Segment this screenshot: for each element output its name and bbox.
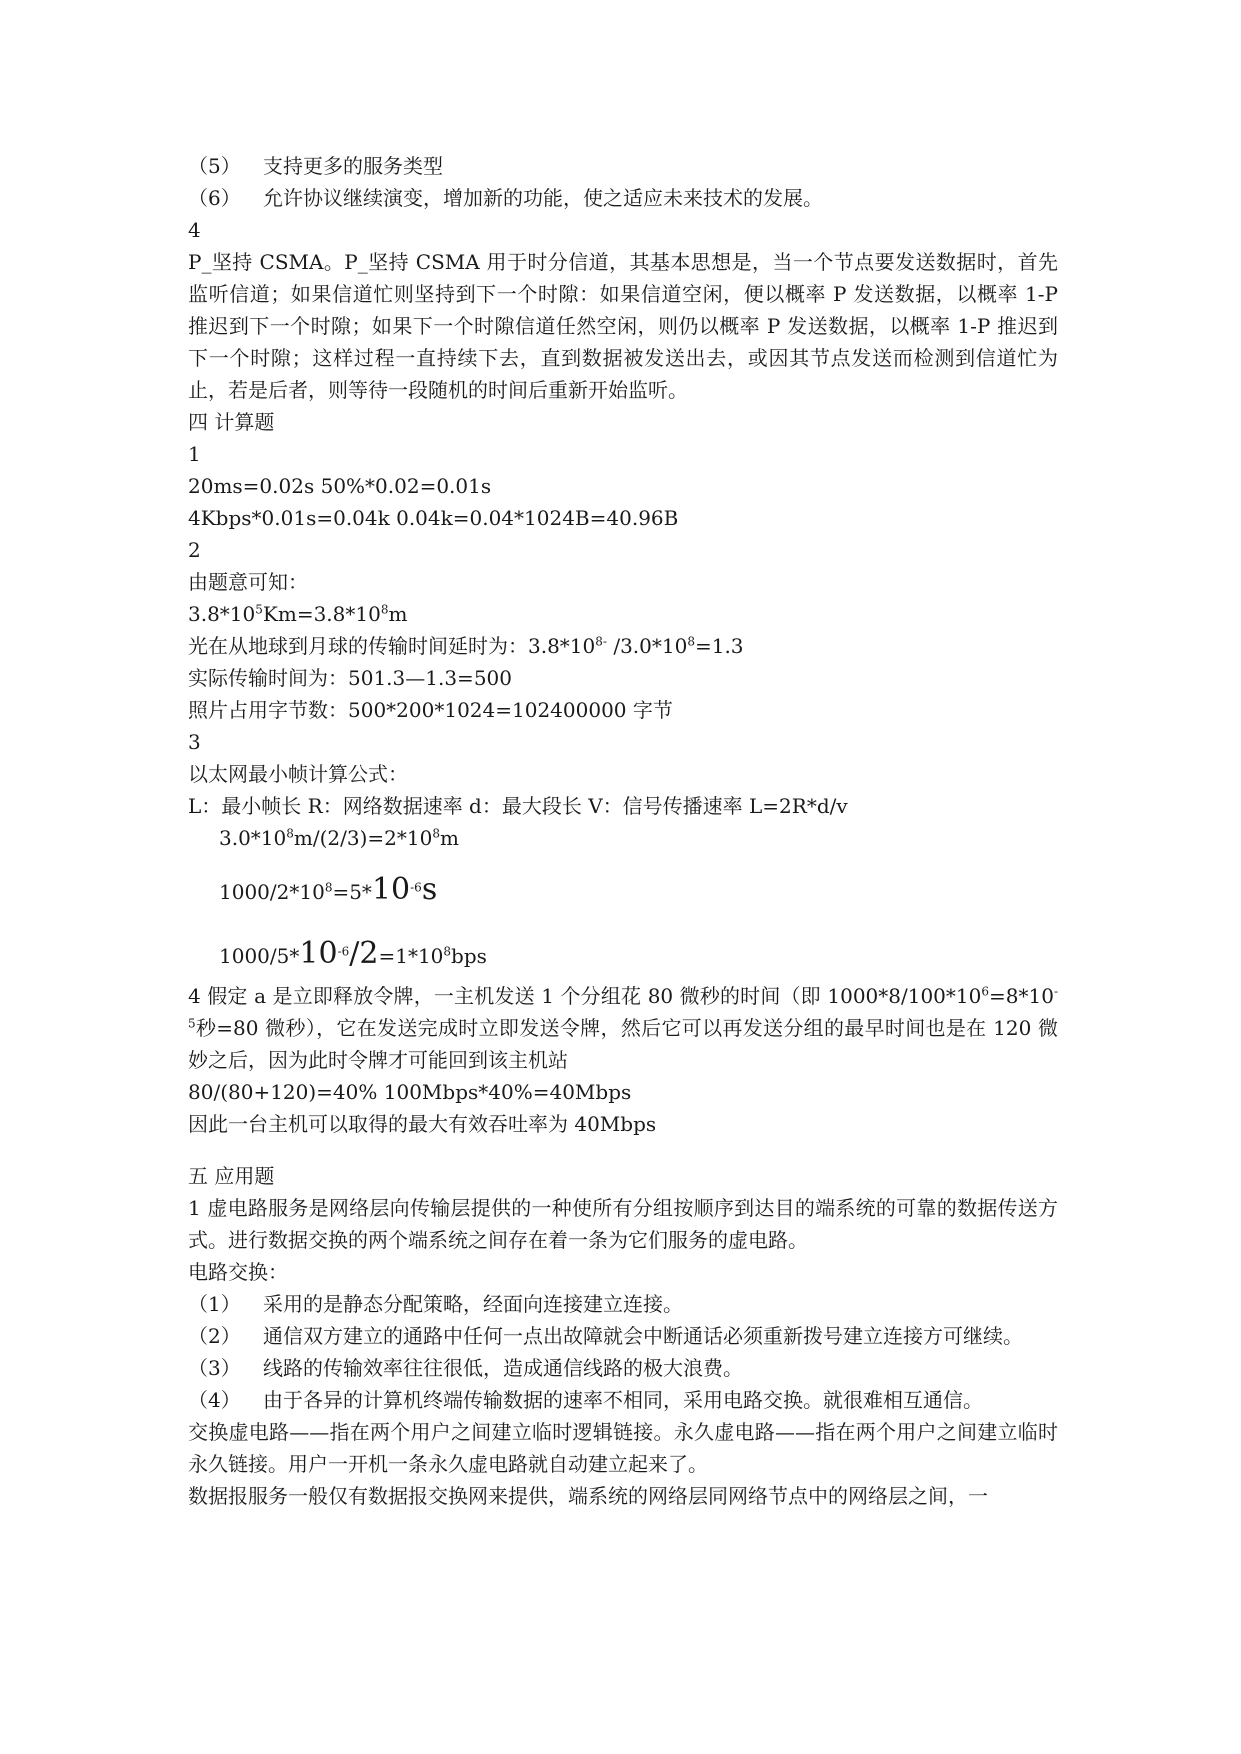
section-heading-calc: 四 计算题: [188, 410, 275, 434]
list-item-number: （5）: [188, 154, 241, 178]
text-line: 因此一台主机可以取得的最大有效吞吐率为 40Mbps: [188, 1112, 657, 1136]
text-line: 以太网最小帧计算公式：: [188, 762, 408, 786]
calc-line: 80/(80+120)=40% 100Mbps*40%=40Mbps: [188, 1080, 632, 1104]
text-line: 由题意可知：: [188, 570, 308, 594]
list-item-text: 允许协议继续演变，增加新的功能，使之适应未来技术的发展。: [263, 186, 823, 210]
question-number: 3: [188, 730, 201, 754]
list-item-number: （3）: [188, 1356, 241, 1380]
calc-line: 20ms=0.02s 50%*0.02=0.01s: [188, 474, 492, 498]
paragraph-token-ring: 4 假定 a 是立即释放令牌，一主机发送 1 个分组花 80 微秒的时间（即 $1000*8/100*10^6=8*10^{-5}$秒=80 微秒），它在发送完成时立即发送令牌，然后它可以再发送分组的最早时间也是在 120 微妙之后，因为此时令牌才可能回到该主机站: [188, 984, 1058, 1072]
list-item: [188, 150, 1058, 182]
list-item-number: （6）: [188, 186, 241, 210]
list-item-text: 由于各异的计算机终端传输数据的速率不相同，采用电路交换。就很难相互通信。: [263, 1388, 983, 1412]
formula-line: $3.0*10^8m/(2/3)=2*10^8m$: [219, 826, 459, 850]
text-line: 电路交换：: [188, 1260, 288, 1284]
question-number: 4: [188, 218, 201, 242]
paragraph-virtual-circuit: 1 虚电路服务是网络层向传输层提供的一种使所有分组按顺序到达目的端系统的可靠的数据传送方式。进行数据交换的两个端系统之间存在着一条为它们服务的虚电路。: [188, 1196, 1058, 1252]
page-content: [188, 150, 1058, 1512]
list-item: [188, 1352, 1058, 1384]
paragraph-csma: P_坚持 CSMA。P_坚持 CSMA 用于时分信道，其基本思想是，当一个节点要发送数据时，首先监听信道；如果信道忙则坚持到下一个时隙：如果信道空闲，便以概率 P 发送数据，以概率 1-P 推迟到下一个时隙；如果下一个时隙信道任然空闲，则仍以概率 P 发送数据，以概率 1-P 推迟到下一个时隙；这样过程一直持续下去，直到数据被发送出去，或因其节点发送而检测到信道忙为止，若是后者，则等待一段随机的时间后重新开始监听。: [188, 250, 1058, 402]
question-number: 1: [188, 442, 201, 466]
list-item: [188, 1320, 1058, 1352]
calc-line: 照片占用字节数：500*200*1024=102400000 字节: [188, 698, 673, 722]
list-item-text: 支持更多的服务类型: [263, 154, 443, 178]
list-item-number: （2）: [188, 1324, 241, 1348]
list-item-number: （4）: [188, 1388, 241, 1412]
paragraph-switched-circuit: 交换虚电路——指在两个用户之间建立临时逻辑链接。永久虚电路——指在两个用户之间建立临时永久链接。用户一开机一条永久虚电路就自动建立起来了。: [188, 1420, 1058, 1476]
section-heading-application: 五 应用题: [188, 1164, 275, 1188]
formula-legend: L：最小帧长 R：网络数据速率 d：最大段长 V：信号传播速率 L=2R*d/v: [188, 794, 848, 818]
list-item-text: 采用的是静态分配策略，经面向连接建立连接。: [263, 1292, 683, 1316]
list-item-text: 线路的传输效率往往很低，造成通信线路的极大浪费。: [263, 1356, 743, 1380]
list-item: [188, 182, 1058, 214]
question-number: 2: [188, 538, 201, 562]
paragraph-datagram: 数据报服务一般仅有数据报交换网来提供，端系统的网络层同网络节点中的网络层之间，一: [188, 1484, 988, 1508]
calc-line: 光在从地球到月球的传输时间延时为：$3.8*10^{8-}$ $/3.0*10^8=1.3$: [188, 634, 744, 658]
list-item: [188, 1384, 1058, 1416]
list-item-number: （1）: [188, 1292, 241, 1316]
calc-line: $3.8*10^5Km=3.8*10^8m$: [188, 602, 408, 626]
list-item-text: 通信双方建立的通路中任何一点出故障就会中断通话必须重新拨号建立连接方可继续。: [263, 1324, 1023, 1348]
calc-line: 实际传输时间为：501.3—1.3=500: [188, 666, 512, 690]
formula-line: $1000/2*10^8=5*10^{-6}s$: [219, 872, 438, 907]
formula-line: $1000/5*10^{-6}/2=1*10^8bps$: [219, 936, 487, 971]
calc-line: 4Kbps*0.01s=0.04k 0.04k=0.04*1024B=40.96B: [188, 506, 679, 530]
list-item: [188, 1288, 1058, 1320]
